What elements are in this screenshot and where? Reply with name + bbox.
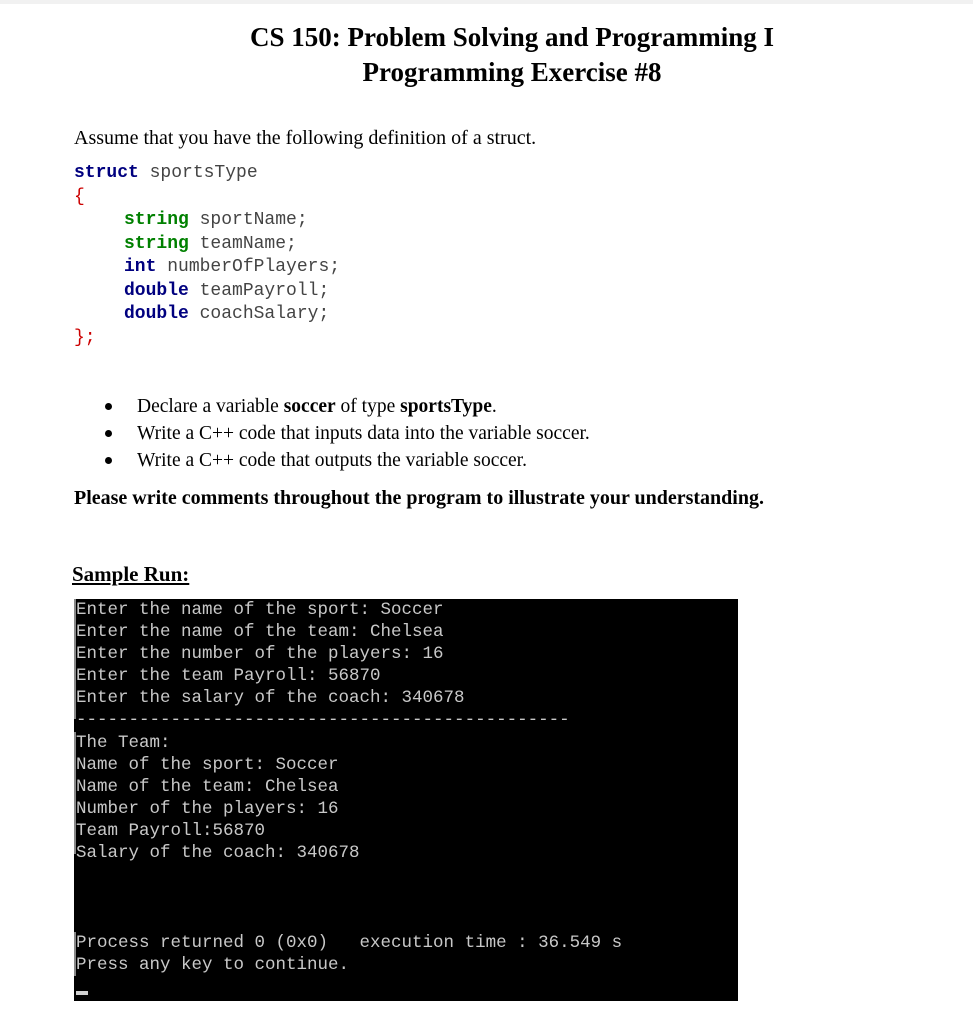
cursor-icon xyxy=(76,991,88,995)
console-line: Salary of the coach: 340678 xyxy=(76,843,360,863)
field-type: double xyxy=(124,281,189,301)
struct-header xyxy=(74,163,258,183)
intro-text: Assume that you have the following definition of a struct. xyxy=(74,127,537,149)
console-output xyxy=(74,599,738,1001)
field-type: string xyxy=(124,210,189,230)
field-name: teamName; xyxy=(199,234,297,254)
field-type: string xyxy=(124,234,189,254)
console-line: Name of the team: Chelsea xyxy=(76,777,339,797)
bullet-icon xyxy=(105,430,112,437)
task-list xyxy=(0,393,590,474)
struct-field xyxy=(124,234,297,254)
console-line: Team Payroll:56870 xyxy=(76,821,266,841)
console-separator: ----------------------------------------------- xyxy=(76,710,570,730)
struct-close-brace: }; xyxy=(74,328,96,348)
console-line: Enter the number of the players: 16 xyxy=(76,644,444,664)
console-line: Number of the players: 16 xyxy=(76,799,339,819)
field-name: coachSalary; xyxy=(199,304,330,324)
struct-field xyxy=(124,281,329,301)
list-item: Write a C++ code that outputs the variable soccer. xyxy=(0,447,590,474)
field-name: teamPayroll; xyxy=(199,281,330,301)
field-name: numberOfPlayers; xyxy=(167,257,341,277)
console-line: Enter the name of the team: Chelsea xyxy=(76,622,444,642)
field-type: double xyxy=(124,304,189,324)
console-line: Enter the salary of the coach: 340678 xyxy=(76,688,465,708)
page-subtitle: Programming Exercise #8 xyxy=(362,57,662,87)
console-line: Press any key to continue. xyxy=(76,955,350,975)
console-line: Process returned 0 (0x0) execution time : 36.549 s xyxy=(76,933,623,953)
bullet-icon xyxy=(105,457,112,464)
type-name: sportsType xyxy=(400,396,492,417)
struct-name: sportsType xyxy=(149,163,258,183)
instruction-note: Please write comments throughout the program to illustrate your understanding. xyxy=(74,487,764,509)
struct-open-brace: { xyxy=(74,187,85,207)
struct-keyword: struct xyxy=(74,163,139,183)
sample-run-heading: Sample Run: xyxy=(72,562,190,586)
struct-field xyxy=(124,304,329,324)
console-line: Enter the name of the sport: Soccer xyxy=(76,600,444,620)
page-title: CS 150: Problem Solving and Programming I xyxy=(249,22,775,52)
list-item: Declare a variable soccer of type sportsType. xyxy=(0,393,590,420)
struct-field xyxy=(124,210,308,230)
field-type: int xyxy=(124,257,157,277)
field-name: sportName; xyxy=(199,210,308,230)
console-line: Enter the team Payroll: 56870 xyxy=(76,666,381,686)
variable-name: soccer xyxy=(283,396,336,417)
bullet-icon xyxy=(105,403,112,410)
struct-field xyxy=(124,257,340,277)
console-line: The Team: xyxy=(76,733,171,753)
console-line: Name of the sport: Soccer xyxy=(76,755,339,775)
page-top-border xyxy=(0,0,973,4)
list-item: Write a C++ code that inputs data into the variable soccer. xyxy=(0,420,590,447)
